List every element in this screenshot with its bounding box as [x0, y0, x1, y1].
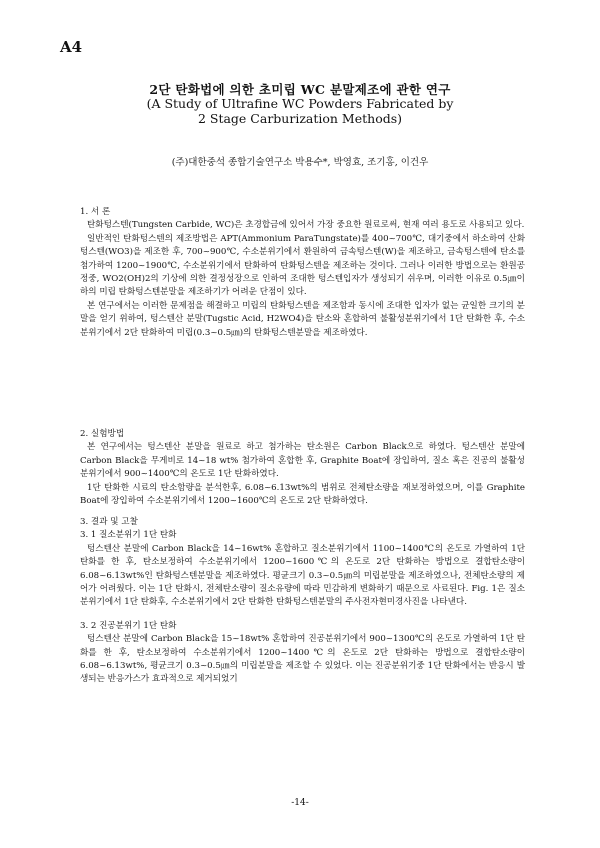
section-results	[80, 516, 525, 687]
paper-code: A4	[60, 38, 83, 56]
section-heading: 1. 서 론	[80, 207, 111, 217]
paper-title-english-line2: 2 Stage Carburization Methods)	[197, 111, 403, 126]
paragraph: 텅스텐산 분말에 Carbon Black을 14~16wt% 혼합하고 질소분위기에서 1100~1400℃의 온도로 가열하여 1단 탄화를 한 후, 탄소보정하여 수소분위기에서 1200~1600℃의 온도로 2단 탄화하는 방법으로 결합탄소량이 6.08~6.13wt%인 탄화텅스텐분말을 제조하였다. 평균크기 0.3~0.5㎛의 미립분말을 제조하였으나, 전체탄소량의 제어가 어려웠다. 이는 1단 탄화시, 전체탄소량이 질소유량에 따라 민감하게 변화하기 때문으로 사료된다. Fig. 1은 질소분위기에서 1단 탄화후, 수소분위기에서 2단 탄화한 탄화텅스텐분말의 주사전자현미경사진을 나타낸다.	[80, 543, 525, 608]
subsection-heading: 3. 1 질소분위기 1단 탄화	[80, 530, 177, 541]
section-heading: 3. 결과 및 고찰	[80, 517, 138, 527]
paragraph: 텅스텐산 분말에 Carbon Black을 15~18wt% 혼합하여 진공분위기에서 900~1300℃의 온도로 가열하여 1단 탄화를 한 후, 탄소보정하여 수소분위기에서 1200~1400℃의 온도로 2단 탄화하는 방법으로 결합탄소량이 6.08~6.13wt%, 평균크기 0.3~0.5㎛의 미립분말을 제조할 수 있었다. 이는 진공분위기중 1단 탄화에서는 반응시 발생되는 반응가스가 효과적으로 제거되었기	[80, 634, 525, 685]
section-introduction	[80, 206, 525, 340]
paragraph: 본 연구에서는 이러한 문제점을 해결하고 미립의 탄화텅스텐을 제조함과 동시에 조대한 입자가 없는 균일한 크기의 분말을 얻기 위하여, 텅스텐산 분말(Tugstic Acid, H2WO4)을 탄소와 혼합하여 불활성분위기에서 1단 탄화한 후, 수소분위기에서 2단 탄화하여 미립(0.3~0.5㎛)의 탄화텅스텐분말을 제조하였다.	[80, 300, 525, 338]
section-experimental-method	[80, 428, 525, 508]
section-heading: 2. 실험방법	[80, 429, 125, 439]
subsection-heading: 3. 2 진공분위기 1단 탄화	[80, 620, 177, 631]
paper-title-english-line1: (A Study of Ultrafine WC Powders Fabricated by	[146, 96, 454, 111]
page-number: -14-	[291, 798, 309, 808]
paragraph: 탄화텅스텐(Tungsten Carbide, WC)은 초경합금에 있어서 가장 중요한 원료로써, 현재 여러 용도로 사용되고 있다.	[87, 220, 525, 231]
paper-title-korean: 2단 탄화법에 의한 초미립 WC 분말제조에 관한 연구	[149, 82, 451, 97]
authors: (주)대한중석 종합기술연구소 박용수*, 박영효, 조기홍, 이건우	[171, 157, 429, 168]
paragraph: 본 연구에서는 텅스텐산 분말을 원료로 하고 첨가하는 탄소원은 Carbon Black으로 하였다. 텅스텐산 분말에 Carbon Black을 무게비로 14~18 wt% 첨가하여 혼합한 후, Graphite Boat에 장입하여, 질소 혹은 진공의 불활성분위기에서 900~1400℃의 온도로 1단 탄화하였다.	[80, 442, 525, 480]
paragraph: 일반적인 탄화텅스텐의 제조방법은 APT(Ammonium ParaTungstate)를 400~700℃, 대기중에서 하소하여 산화텅스텐(WO3)을 제조한 후, 700~900℃, 수소분위기에서 환원하여 금속텅스텐(W)을 제조하고, 금속텅스텐에 탄소를 첨가하여 1200~1900℃, 수소분위기에서 탄화하여 탄화텅스텐을 제조하는 것이다. 그러나 이러한 방법으로는 환원공정중, WO2(OH)2의 기상에 의한 결정성장으로 인하여 조대한 텅스텐입자가 생성되기 쉬우며, 이러한 이유로 0.5㎛이하의 미립 탄화텅스텐분말을 제조하기가 어려운 단점이 있다.	[80, 233, 525, 298]
paragraph: 1단 탄화한 시료의 탄소함량을 분석한후, 6.08~6.13wt%의 범위로 전체탄소량을 재보정하였으며, 이를 Graphite Boat에 장입하여 수소분위기에서 1200~1600℃의 온도로 2단 탄화하였다.	[80, 482, 525, 507]
